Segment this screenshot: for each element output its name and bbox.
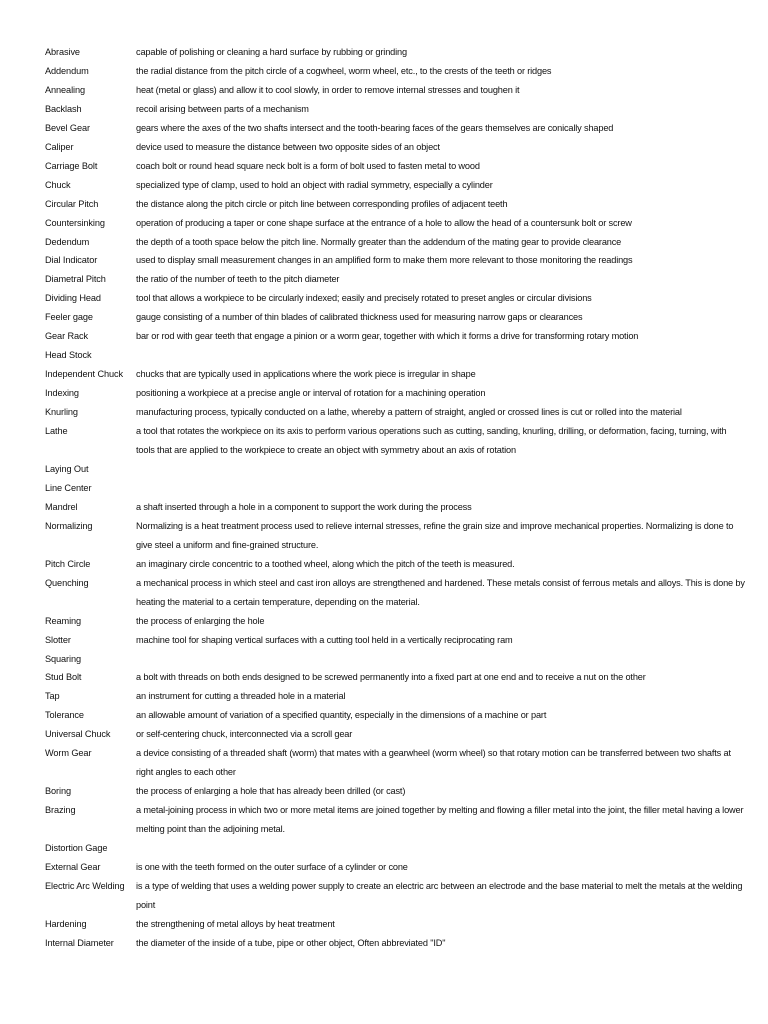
glossary-row [45, 157, 745, 176]
glossary-definition: is one with the teeth formed on the outer surface of a cylinder or cone [136, 861, 408, 872]
glossary-row [45, 858, 745, 877]
glossary-definition: the radial distance from the pitch circle of a cogwheel, worm wheel, etc., to the crests of the teeth or ridges [136, 65, 552, 76]
glossary-row [45, 100, 745, 119]
glossary-row [45, 365, 745, 384]
glossary-row [45, 517, 745, 555]
glossary-term: Internal Diameter [45, 937, 114, 948]
glossary-term: Worm Gear [45, 748, 92, 759]
glossary-term: Indexing [45, 388, 79, 399]
glossary-term: Addendum [45, 65, 89, 76]
glossary-row [45, 801, 745, 839]
glossary-definition: an allowable amount of variation of a specified quantity, especially in the dimensions of a machine or part [136, 710, 547, 721]
glossary-term: Quenching [45, 577, 89, 588]
glossary-term: Independent Chuck [45, 369, 123, 380]
glossary-definition: a shaft inserted through a hole in a component to support the work during the process [136, 501, 472, 512]
glossary-row [45, 915, 745, 934]
glossary-row [45, 574, 745, 612]
glossary-term: Gear Rack [45, 331, 89, 342]
glossary-term: Stud Bolt [45, 672, 82, 683]
glossary-term: Line Center [45, 482, 92, 493]
glossary-definition: gauge consisting of a number of thin blades of calibrated thickness used for measuring narrow gaps or clearances [136, 312, 583, 323]
glossary-term: Electric Arc Welding [45, 880, 125, 891]
glossary-definition: gears where the axes of the two shafts intersect and the tooth-bearing faces of the gears themselves are conically shaped [136, 122, 614, 133]
glossary-row [45, 631, 745, 650]
glossary-definition [136, 650, 745, 669]
glossary-row [45, 233, 745, 252]
glossary-definition: the process of enlarging a hole that has already been drilled (or cast) [136, 786, 406, 797]
glossary-term: Diametral Pitch [45, 274, 106, 285]
glossary-definition: Normalizing is a heat treatment process used to relieve internal stresses, refine the grain size and improve mechanical properties. Normalizing is done to give steel a uniform and fine-grained structure. [136, 520, 734, 550]
glossary-row [45, 479, 745, 498]
glossary-definition [136, 479, 745, 498]
glossary-definition: a metal-joining process in which two or more metal items are joined together by melting and flowing a filler metal into the joint, the filler metal having a lower melting point than the adjoining metal. [136, 805, 744, 835]
glossary-definition: the process of enlarging the hole [136, 615, 265, 626]
glossary-term: Feeler gage [45, 312, 93, 323]
glossary-row [45, 62, 745, 81]
glossary-term: Dial Indicator [45, 255, 98, 266]
glossary-term: External Gear [45, 861, 101, 872]
glossary-row [45, 687, 745, 706]
glossary-term: Carriage Bolt [45, 160, 98, 171]
glossary-definition [136, 839, 745, 858]
glossary-definition: a bolt with threads on both ends designed to be screwed permanently into a fixed part at one end and to receive a nut on the other [136, 672, 646, 683]
glossary-definition [136, 460, 745, 479]
glossary-term: Knurling [45, 407, 78, 418]
glossary-row [45, 706, 745, 725]
glossary-definition: a device consisting of a threaded shaft (worm) that mates with a gearwheel (worm wheel) so that rotary motion can be transferred between two shafts at right angles to each other [136, 748, 731, 778]
glossary-definition: is a type of welding that uses a welding power supply to create an electric arc between an electrode and the base material to melt the metals at the welding point [136, 880, 743, 910]
glossary-definition: the distance along the pitch circle or pitch line between corresponding profiles of adjacent teeth [136, 198, 508, 209]
glossary-row [45, 725, 745, 744]
glossary-row [45, 214, 745, 233]
glossary-list [45, 43, 745, 953]
glossary-definition: manufacturing process, typically conducted on a lathe, whereby a pattern of straight, angled or crossed lines is cut or rolled into the material [136, 407, 682, 418]
glossary-term: Hardening [45, 918, 87, 929]
glossary-definition: an imaginary circle concentric to a toothed wheel, along which the pitch of the teeth is measured. [136, 558, 515, 569]
glossary-definition: machine tool for shaping vertical surfaces with a cutting tool held in a vertically reciprocating ram [136, 634, 513, 645]
glossary-term: Countersinking [45, 217, 105, 228]
glossary-definition: heat (metal or glass) and allow it to cool slowly, in order to remove internal stresses and toughen it [136, 84, 520, 95]
glossary-term: Bevel Gear [45, 122, 90, 133]
glossary-term: Universal Chuck [45, 729, 111, 740]
glossary-row [45, 782, 745, 801]
glossary-row [45, 346, 745, 365]
glossary-definition: a tool that rotates the workpiece on its axis to perform various operations such as cutting, sanding, knurling, drilling, or deformation, facing, turning, with tools that are applied to the workpiece to create an object with symmetry about an axis of rotation [136, 426, 727, 456]
glossary-row [45, 668, 745, 687]
glossary-term: Brazing [45, 805, 76, 816]
glossary-row [45, 327, 745, 346]
glossary-definition: recoil arising between parts of a mechanism [136, 103, 309, 114]
glossary-row [45, 195, 745, 214]
glossary-definition: the strengthening of metal alloys by heat treatment [136, 918, 335, 929]
glossary-term: Lathe [45, 426, 68, 437]
glossary-row [45, 422, 745, 460]
glossary-row [45, 289, 745, 308]
glossary-row [45, 119, 745, 138]
glossary-term: Normalizing [45, 520, 93, 531]
glossary-term: Reaming [45, 615, 82, 626]
glossary-definition: chucks that are typically used in applications where the work piece is irregular in shape [136, 369, 476, 380]
glossary-term: Head Stock [45, 350, 92, 361]
glossary-term: Boring [45, 786, 71, 797]
glossary-definition: tool that allows a workpiece to be circularly indexed; easily and precisely rotated to preset angles or circular divisions [136, 293, 592, 304]
glossary-term: Tolerance [45, 710, 84, 721]
glossary-row [45, 555, 745, 574]
glossary-term: Caliper [45, 141, 74, 152]
glossary-definition: positioning a workpiece at a precise angle or interval of rotation for a machining operation [136, 388, 486, 399]
glossary-definition: operation of producing a taper or cone shape surface at the entrance of a hole to allow the head of a countersunk bolt or screw [136, 217, 632, 228]
glossary-term: Circular Pitch [45, 198, 99, 209]
glossary-row [45, 384, 745, 403]
glossary-row [45, 612, 745, 631]
glossary-term: Distortion Gage [45, 843, 108, 854]
glossary-definition: specialized type of clamp, used to hold an object with radial symmetry, especially a cylinder [136, 179, 493, 190]
glossary-term: Abrasive [45, 47, 80, 57]
glossary-row [45, 460, 745, 479]
glossary-term: Dividing Head [45, 293, 101, 304]
glossary-term: Pitch Circle [45, 558, 91, 569]
glossary-definition: used to display small measurement changes in an amplified form to make them more relevant to those monitoring the readings [136, 255, 633, 266]
glossary-term: Backlash [45, 103, 82, 114]
glossary-term: Chuck [45, 179, 71, 190]
glossary-row [45, 403, 745, 422]
glossary-row [45, 308, 745, 327]
glossary-definition: the ratio of the number of teeth to the pitch diameter [136, 274, 340, 285]
glossary-row [45, 43, 745, 62]
glossary-term: Tap [45, 691, 60, 702]
glossary-term: Annealing [45, 84, 85, 95]
glossary-term: Squaring [45, 653, 81, 664]
glossary-row [45, 81, 745, 100]
glossary-row [45, 270, 745, 289]
glossary-row [45, 498, 745, 517]
glossary-term: Mandrel [45, 501, 78, 512]
glossary-row [45, 251, 745, 270]
glossary-definition [136, 346, 745, 365]
glossary-definition: capable of polishing or cleaning a hard surface by rubbing or grinding [136, 47, 407, 57]
glossary-row [45, 176, 745, 195]
glossary-row [45, 934, 745, 953]
glossary-definition: device used to measure the distance between two opposite sides of an object [136, 141, 440, 152]
glossary-definition: coach bolt or round head square neck bolt is a form of bolt used to fasten metal to wood [136, 160, 480, 171]
glossary-definition: or self-centering chuck, interconnected via a scroll gear [136, 729, 353, 740]
glossary-row [45, 839, 745, 858]
glossary-row [45, 138, 745, 157]
glossary-row [45, 877, 745, 915]
glossary-term: Laying Out [45, 463, 89, 474]
glossary-row [45, 650, 745, 669]
glossary-definition: the depth of a tooth space below the pitch line. Normally greater than the addendum of the mating gear to provide clearance [136, 236, 622, 247]
glossary-definition: a mechanical process in which steel and cast iron alloys are strengthened and hardened. These metals consist of ferrous metals and alloys. This is done by heating the material to a certain temperature, depending on the material. [136, 577, 745, 607]
glossary-definition: bar or rod with gear teeth that engage a pinion or a worm gear, together with which it forms a drive for transforming rotary motion [136, 331, 639, 342]
glossary-definition: an instrument for cutting a threaded hole in a material [136, 691, 346, 702]
glossary-term: Dedendum [45, 236, 90, 247]
glossary-definition: the diameter of the inside of a tube, pipe or other object, Often abbreviated "ID" [136, 937, 446, 948]
glossary-row [45, 744, 745, 782]
glossary-term: Slotter [45, 634, 71, 645]
